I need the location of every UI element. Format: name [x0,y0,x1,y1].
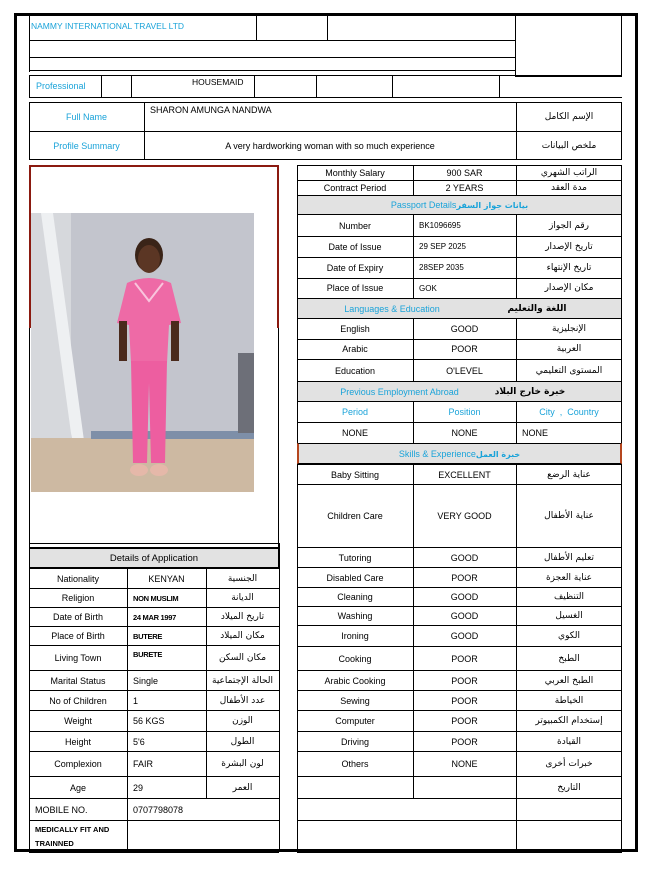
application-label: Complexion [54,759,102,769]
application-label-ar: الديانة [231,593,254,603]
languages-title: Languages & Education [344,304,440,314]
skill-label: Cooking [338,653,372,664]
skill-label-ar: التاريخ [557,782,581,793]
skill-label: Others [341,759,369,769]
skill-value: POOR [451,716,478,726]
skills-title-ar: خبرة العمل [475,449,521,459]
skill-label-ar: التنظيف [553,592,585,602]
skill-value: POOR [451,572,478,583]
application-label-ar: عدد الأطفال [219,695,266,706]
application-label-ar: الجنسية [227,573,258,584]
skill-label-ar: عناية العجزة [545,572,593,583]
skills-section-title [297,444,622,464]
professional-label: Professional [36,81,86,91]
skill-label: Ironing [341,631,369,641]
employment-city-value: NONE [522,428,549,438]
application-label: Marital Status [50,675,106,686]
skill-value: POOR [451,653,478,664]
skill-label: Disabled Care [326,572,384,583]
education-label: Education [334,365,376,376]
skill-label: Driving [340,736,369,747]
application-label-ar: مكان السكن [218,653,267,663]
skill-value: GOOD [450,631,479,641]
employment-header-period: Period [341,407,368,417]
application-label-ar: تاريخ الميلاد [220,612,265,622]
profile-summary-value: A very hardworking woman with so much experience [225,141,435,151]
skill-label: Computer [335,716,375,726]
date-of-issue-value: 29 SEP 2025 [419,242,467,251]
skill-label-ar: إستخدام الكمبيوتر [535,716,603,726]
skill-label: Children Care [327,511,383,521]
skill-label: Washing [337,611,373,621]
skill-value: VERY GOOD [437,511,492,521]
application-label: MEDICALLY FIT AND TRAINNED [35,824,110,848]
skill-label-ar: الطبخ [558,653,580,664]
skill-value: NONE [451,759,478,769]
passport-number-ar: رقم الجواز [548,220,590,231]
application-label-ar: مكان الميلاد [220,631,265,641]
full-name-value: SHARON AMUNGA NANDWA [150,105,272,115]
date-of-issue-label: Date of Issue [328,241,382,252]
application-label: MOBILE NO. [35,804,88,815]
monthly-salary-ar: الراتب الشهري [540,168,598,178]
education-value: O'LEVEL [446,365,483,376]
skill-label: Baby Sitting [330,469,380,480]
application-label: Religion [61,593,95,603]
application-label-ar: الحالة الإجتماعية [212,675,273,686]
application-value: 56 KGS [133,716,165,726]
passport-title-ar: بيانات جواز السفر [456,200,529,210]
full-name-ar: الإسم الكامل [544,112,594,122]
skill-label-ar: عناية الأطفال [544,511,594,521]
skill-value: POOR [451,695,478,706]
employment-position-value: NONE [451,428,478,438]
application-value: 24 MAR 1997 [133,612,176,622]
arabic-label: Arabic [342,344,368,354]
application-value: 0707798078 [133,804,184,815]
passport-number-value: BK1096695 [419,221,461,230]
application-value: BUTERE [133,631,163,641]
skill-value: GOOD [450,592,479,602]
application-value: FAIR [133,759,154,769]
date-of-issue-ar: تاريخ الإصدار [545,241,593,252]
place-of-issue-ar: مكان الإصدار [544,283,594,293]
skill-label-ar: القيادة [557,736,581,747]
application-value: 1 [133,695,139,706]
application-title: Details of Application [109,552,199,564]
education-ar: المستوى التعليمي [535,365,603,376]
monthly-salary-label: Monthly Salary [325,168,385,178]
application-label-ar: الطول [230,736,255,747]
application-value: KENYAN [148,573,185,584]
skill-value: GOOD [450,611,479,621]
application-label: No of Children [49,695,107,706]
skill-label-ar: الكوي [558,631,580,641]
english-ar: الإنجليزية [552,324,586,334]
profession-value: HOUSEMAID [192,77,244,87]
passport-number-label: Number [338,220,371,231]
passport-section-title [297,195,622,215]
skill-label-ar: تعليم الأطفال [543,552,595,563]
application-value: NON MUSLIM [133,593,179,603]
profile-summary-ar: ملخص البيانات [541,141,597,151]
application-label-ar: الوزن [232,716,253,726]
english-value: GOOD [450,324,479,334]
application-label: Age [69,782,86,793]
application-value: BURETE [133,650,163,659]
contract-period-label: Contract Period [323,183,387,193]
skill-value: POOR [451,736,478,747]
contract-period-value: 2 YEARS [445,183,484,193]
date-of-expiry-ar: تاريخ الإنتهاء [546,262,592,273]
skill-value [413,777,516,798]
application-label-ar: العمر [232,782,253,793]
monthly-salary-value: 900 SAR [446,168,483,178]
full-name-label: Full Name [65,112,107,122]
employment-period-value: NONE [341,428,368,438]
skill-label-ar: الطبخ العربي [544,675,594,686]
company-name: NAMMY INTERNATIONAL TRAVEL LTD [31,21,185,31]
skill-label-ar: خبرات أخرى [545,759,593,769]
application-label: Nationality [56,573,100,584]
arabic-value: POOR [451,344,478,354]
skill-label-ar: الخياطة [554,695,584,706]
applicant-photo [31,213,254,492]
skill-label: Cleaning [337,592,373,602]
contract-period-ar: مدة العقد [551,183,587,193]
skills-title: Skills & Experience [398,449,476,459]
skill-label: Arabic Cooking [324,675,386,686]
languages-title-ar: اللغة والتعليم [507,304,567,314]
english-label: English [340,324,370,334]
employment-title: Previous Employment Abroad [340,387,459,397]
place-of-issue-value: GOK [419,283,437,293]
application-value: 5'6 [133,736,145,747]
application-label-ar: لون البشرة [221,759,264,769]
application-value: 29 [133,782,144,793]
profile-summary-label: Profile Summary [53,141,120,151]
employment-header-position: Position [448,407,481,417]
skill-value: GOOD [450,552,479,563]
application-value: Single [133,675,159,686]
arabic-ar: العربية [556,344,582,354]
skill-value: POOR [451,675,478,686]
skill-value: EXCELLENT [438,469,491,480]
employment-header-city-country: City , Country [539,407,599,417]
application-label: Weight [64,716,92,726]
application-label: Height [64,736,91,747]
skill-label-ar: الغسيل [555,611,583,621]
passport-title: Passport Details [390,200,457,210]
skill-label [297,777,413,798]
application-label: Place of Birth [51,631,105,641]
date-of-expiry-label: Date of Expiry [326,262,384,273]
place-of-issue-label: Place of Issue [326,283,384,293]
application-value [127,821,206,852]
date-of-expiry-value: 28SEP 2035 [419,263,464,272]
skill-label-ar: عناية الرضع [547,469,591,480]
skill-label: Sewing [340,695,370,706]
employment-title-ar: خبرة خارج البلاد [494,387,566,397]
application-label: Living Town [54,653,102,663]
skill-label: Tutoring [338,552,372,563]
application-label: Date of Birth [52,612,104,622]
